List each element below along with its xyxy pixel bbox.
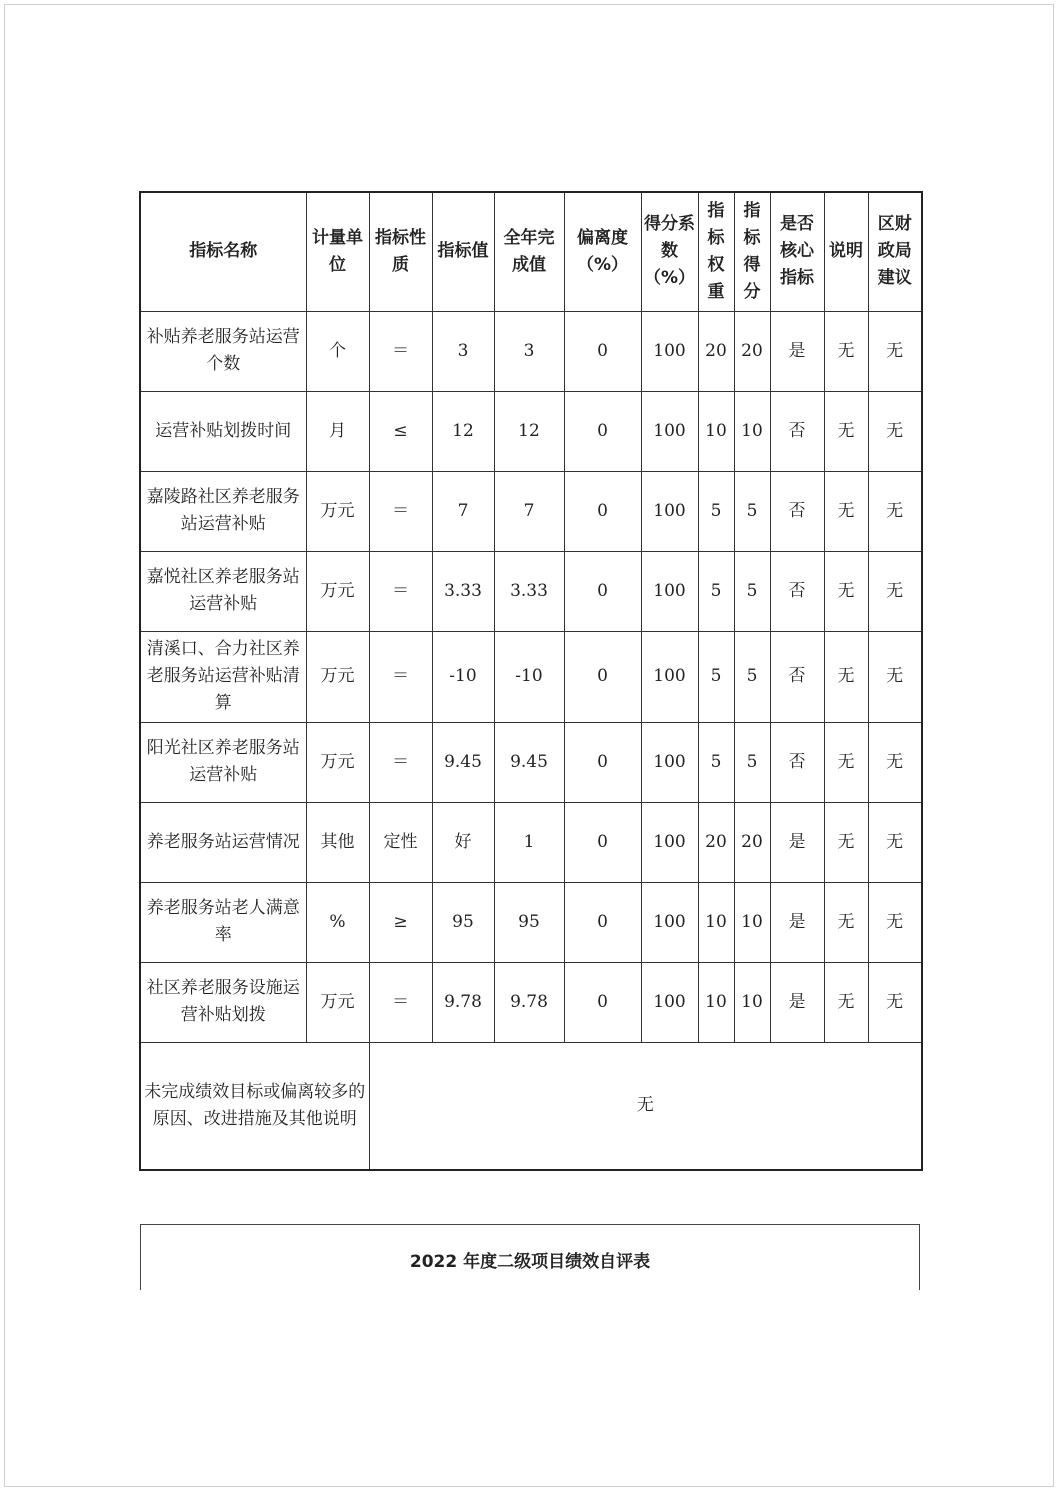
table-cell: 0 (564, 802, 641, 882)
column-header: 指标权重 (698, 192, 734, 311)
table-row (140, 722, 922, 802)
table-cell: 100 (641, 722, 698, 802)
table-cell: 无 (868, 882, 922, 962)
table-cell: -10 (432, 631, 494, 722)
table-cell: 100 (641, 962, 698, 1042)
table-cell: 否 (770, 391, 824, 471)
table-cell: 个 (306, 311, 369, 391)
table-cell: -10 (494, 631, 564, 722)
table-cell: 万元 (306, 722, 369, 802)
table-cell: 9.78 (432, 962, 494, 1042)
table-cell: 3.33 (432, 551, 494, 631)
table-cell: 无 (868, 551, 922, 631)
table-row (140, 311, 922, 391)
table-cell: 是 (770, 311, 824, 391)
table-cell: ＝ (369, 471, 432, 551)
table-cell: 5 (734, 631, 770, 722)
column-header: 全年完成值 (494, 192, 564, 311)
explanation-value: 无 (369, 1042, 922, 1170)
table-cell: 95 (494, 882, 564, 962)
table-cell: 万元 (306, 471, 369, 551)
table-cell: 5 (734, 551, 770, 631)
table-cell: 无 (868, 631, 922, 722)
table-cell: ≤ (369, 391, 432, 471)
table-cell: 20 (734, 802, 770, 882)
table-cell: 1 (494, 802, 564, 882)
table-cell: 清溪口、合力社区养老服务站运营补贴清算 (140, 631, 306, 722)
table-cell: 5 (698, 722, 734, 802)
table-cell: 嘉陵路社区养老服务站运营补贴 (140, 471, 306, 551)
table-cell: 3 (494, 311, 564, 391)
table-cell: 社区养老服务设施运营补贴划拨 (140, 962, 306, 1042)
table-cell: ＝ (369, 722, 432, 802)
column-header: 指标名称 (140, 192, 306, 311)
table-cell: 嘉悦社区养老服务站运营补贴 (140, 551, 306, 631)
column-header: 说明 (824, 192, 868, 311)
explanation-row (140, 1042, 922, 1170)
table-cell: 是 (770, 802, 824, 882)
table-cell: 100 (641, 631, 698, 722)
table-cell: 无 (868, 391, 922, 471)
table-cell: 0 (564, 551, 641, 631)
table-cell: 100 (641, 311, 698, 391)
table-cell: 0 (564, 962, 641, 1042)
table-cell: 无 (868, 471, 922, 551)
table-cell: ＝ (369, 631, 432, 722)
table-cell: 10 (698, 962, 734, 1042)
column-header: 指标得分 (734, 192, 770, 311)
table-cell: 是 (770, 882, 824, 962)
table-cell: 7 (494, 471, 564, 551)
table-cell: 无 (824, 471, 868, 551)
next-table-header (140, 1224, 920, 1290)
table-cell: 9.45 (432, 722, 494, 802)
table-cell: 12 (432, 391, 494, 471)
table-cell: 0 (564, 882, 641, 962)
table-cell: ＝ (369, 551, 432, 631)
explanation-label: 未完成绩效目标或偏离较多的原因、改进措施及其他说明 (140, 1042, 369, 1170)
table-cell: 无 (824, 722, 868, 802)
table-cell: 10 (734, 391, 770, 471)
table-row (140, 962, 922, 1042)
table-cell: 无 (824, 631, 868, 722)
table-cell: 5 (698, 471, 734, 551)
table-cell: 0 (564, 722, 641, 802)
table-cell: 0 (564, 471, 641, 551)
table-cell: 是 (770, 962, 824, 1042)
table-cell: 7 (432, 471, 494, 551)
table-cell: 无 (824, 882, 868, 962)
table-cell: 无 (824, 391, 868, 471)
table-row (140, 471, 922, 551)
table-cell: 10 (698, 391, 734, 471)
table-cell: 万元 (306, 962, 369, 1042)
table-cell: 其他 (306, 802, 369, 882)
table-cell: 0 (564, 631, 641, 722)
table-cell: 万元 (306, 551, 369, 631)
table-cell: 3 (432, 311, 494, 391)
column-header: 是否核心指标 (770, 192, 824, 311)
table-cell: 无 (868, 802, 922, 882)
table-cell: 无 (824, 551, 868, 631)
table-cell: ≥ (369, 882, 432, 962)
column-header: 得分系数（%） (641, 192, 698, 311)
table-cell: 9.78 (494, 962, 564, 1042)
table-cell: 5 (698, 631, 734, 722)
table-cell: 100 (641, 802, 698, 882)
table-cell: 月 (306, 391, 369, 471)
table-cell: 3.33 (494, 551, 564, 631)
next-section-title: 2022 年度二级项目绩效自评表 (409, 1252, 651, 1272)
table-cell: 无 (824, 802, 868, 882)
table-cell: 养老服务站运营情况 (140, 802, 306, 882)
table-row (140, 631, 922, 722)
table-row (140, 551, 922, 631)
table-cell: 20 (698, 802, 734, 882)
table-cell: 补贴养老服务站运营个数 (140, 311, 306, 391)
table-cell: 10 (734, 882, 770, 962)
table-cell: 否 (770, 722, 824, 802)
table-cell: 0 (564, 311, 641, 391)
table-cell: 阳光社区养老服务站运营补贴 (140, 722, 306, 802)
table-cell: 20 (698, 311, 734, 391)
table-cell: 否 (770, 631, 824, 722)
table-cell: 5 (698, 551, 734, 631)
table-cell: 无 (824, 962, 868, 1042)
table-cell: 20 (734, 311, 770, 391)
table-cell: 5 (734, 722, 770, 802)
table-cell: 否 (770, 551, 824, 631)
table-cell: ＝ (369, 311, 432, 391)
table-cell: % (306, 882, 369, 962)
table-cell: 运营补贴划拨时间 (140, 391, 306, 471)
table-cell: 无 (868, 311, 922, 391)
table-cell: 无 (868, 962, 922, 1042)
table-cell: ＝ (369, 962, 432, 1042)
column-header: 计量单位 (306, 192, 369, 311)
table-cell: 0 (564, 391, 641, 471)
table-cell: 无 (824, 311, 868, 391)
table-cell: 100 (641, 471, 698, 551)
table-cell: 10 (698, 882, 734, 962)
column-header: 偏离度（%） (564, 192, 641, 311)
table-cell: 95 (432, 882, 494, 962)
column-header: 区财政局建议 (868, 192, 922, 311)
table-cell: 100 (641, 551, 698, 631)
table-cell: 100 (641, 391, 698, 471)
table-cell: 万元 (306, 631, 369, 722)
table-cell: 100 (641, 882, 698, 962)
table-cell: 无 (868, 722, 922, 802)
column-header: 指标值 (432, 192, 494, 311)
column-header: 指标性质 (369, 192, 432, 311)
performance-indicator-table (139, 191, 923, 1171)
table-cell: 12 (494, 391, 564, 471)
table-cell: 好 (432, 802, 494, 882)
table-row (140, 391, 922, 471)
table-row (140, 882, 922, 962)
table-cell: 9.45 (494, 722, 564, 802)
table-cell: 养老服务站老人满意率 (140, 882, 306, 962)
table-cell: 5 (734, 471, 770, 551)
table-cell: 否 (770, 471, 824, 551)
table-cell: 10 (734, 962, 770, 1042)
table-header-row (140, 192, 922, 311)
table-cell: 定性 (369, 802, 432, 882)
table-row (140, 802, 922, 882)
